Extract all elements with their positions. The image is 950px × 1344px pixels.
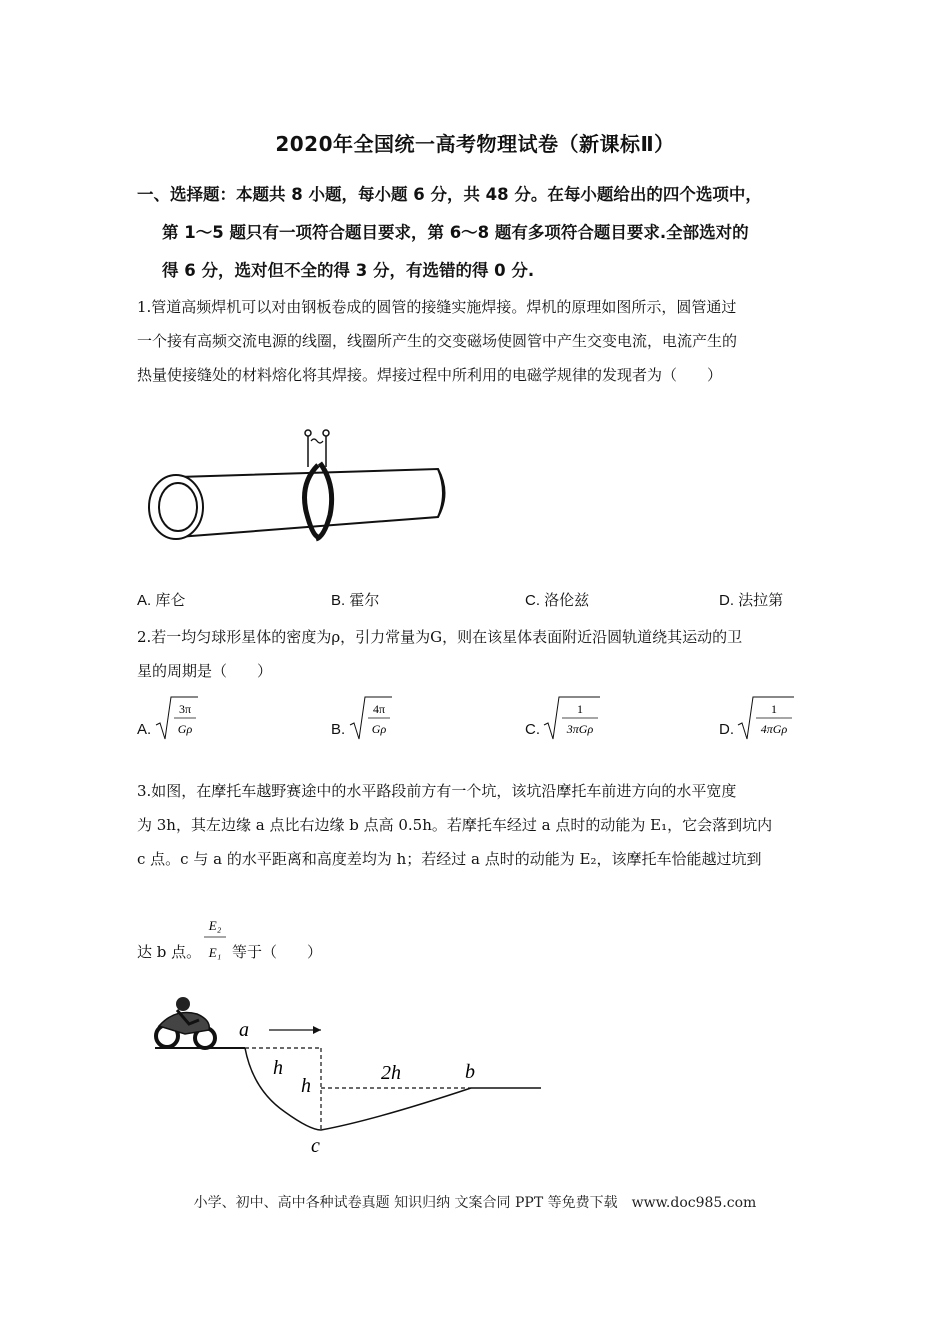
q3-line3: c 点。c 与 a 的水平距离和高度差均为 h；若经过 a 点时的动能为 E₂，该摩托车恰能越过坑到 — [137, 850, 762, 868]
q3-line4-pre: 达 b 点。 — [137, 943, 202, 961]
label-h-horizontal: h — [273, 1057, 283, 1079]
label-2h: 2h — [381, 1062, 401, 1084]
question-2-text — [137, 620, 837, 688]
motorcycle-icon — [156, 997, 215, 1048]
label-b: b — [465, 1061, 475, 1083]
q1-option-b[interactable]: B. 霍尔 — [331, 592, 380, 609]
question-1-text — [137, 290, 837, 392]
section-header-line3: 得 6 分，选对但不全的得 3 分，有选错的得 0 分. — [162, 261, 535, 280]
q2-option-b-label[interactable]: B. — [331, 721, 346, 738]
q1-line1: 1.管道高频焊机可以对由钢板卷成的圆管的接缝实施焊接。焊机的原理如图所示，圆管通过 — [137, 298, 737, 316]
q3-frac-den: E₁ — [208, 945, 222, 960]
q2-option-b-radical — [348, 693, 394, 743]
question-3-text — [137, 774, 837, 876]
q2-option-a-radical — [154, 693, 200, 743]
q2-line1: 2.若一均匀球形星体的密度为ρ，引力常量为G，则在该星体表面附近沿圆轨道绕其运动的卫 — [137, 628, 743, 646]
q3-energy-fraction — [200, 912, 230, 966]
q1-option-d[interactable]: D. 法拉第 — [719, 592, 784, 609]
q2-d-den: 4πGρ — [760, 722, 788, 736]
q2-option-c-label[interactable]: C. — [525, 721, 540, 738]
q1-line3: 热量使接缝处的材料熔化将其焊接。焊接过程中所利用的电磁学规律的发现者为（ ） — [137, 366, 723, 384]
q2-line2: 星的周期是（ ） — [137, 662, 273, 680]
page-title: 2020年全国统一高考物理试卷（新课标Ⅱ） — [275, 132, 675, 156]
section-header-line1: 一、选择题：本题共 8 小题，每小题 6 分，共 48 分。在每小题给出的四个选项中， — [137, 185, 762, 204]
section-header — [137, 176, 837, 290]
label-h-vertical: h — [301, 1075, 311, 1097]
q3-line4-post: 等于（ ） — [232, 943, 323, 961]
q3-line1: 3.如图，在摩托车越野赛途中的水平路段前方有一个坑，该坑沿摩托车前进方向的水平宽度 — [137, 782, 737, 800]
section-header-line2: 第 1～5 题只有一项符合题目要求，第 6～8 题有多项符合题目要求.全部选对的 — [162, 223, 749, 242]
q2-option-d-label[interactable]: D. — [719, 721, 734, 738]
q2-c-den: 3πGρ — [566, 722, 594, 736]
motorcycle-pit-figure — [145, 990, 545, 1160]
q2-a-num: 3π — [178, 702, 192, 716]
q1-line2: 一个接有高频交流电源的线圈，线圈所产生的交变磁场使圆管中产生交变电流，电流产生的 — [137, 332, 738, 350]
label-a: a — [239, 1019, 249, 1041]
q2-option-a-label[interactable]: A. — [137, 721, 152, 738]
q2-option-c-radical — [542, 693, 602, 743]
q3-line2: 为 3h，其左边缘 a 点比右边缘 b 点高 0.5h。若摩托车经过 a 点时的动能为 E₁，它会落到坑内 — [137, 816, 773, 834]
q2-c-num: 1 — [577, 702, 583, 716]
q2-b-den: Gρ — [371, 722, 387, 736]
q2-b-num: 4π — [372, 702, 386, 716]
page-footer: 小学、初中、高中各种试卷真题 知识归纳 文案合同 PPT 等免费下载 www.doc985.com — [193, 1195, 757, 1211]
q1-option-a[interactable]: A. 库仑 — [137, 592, 186, 609]
label-c: c — [311, 1135, 320, 1157]
pipe-coil-figure — [140, 425, 460, 555]
q2-option-d-radical — [736, 693, 796, 743]
q3-frac-num: E₂ — [208, 918, 222, 933]
q2-a-den: Gρ — [177, 722, 193, 736]
q2-d-num: 1 — [771, 702, 777, 716]
q1-option-c[interactable]: C. 洛伦兹 — [525, 592, 590, 609]
